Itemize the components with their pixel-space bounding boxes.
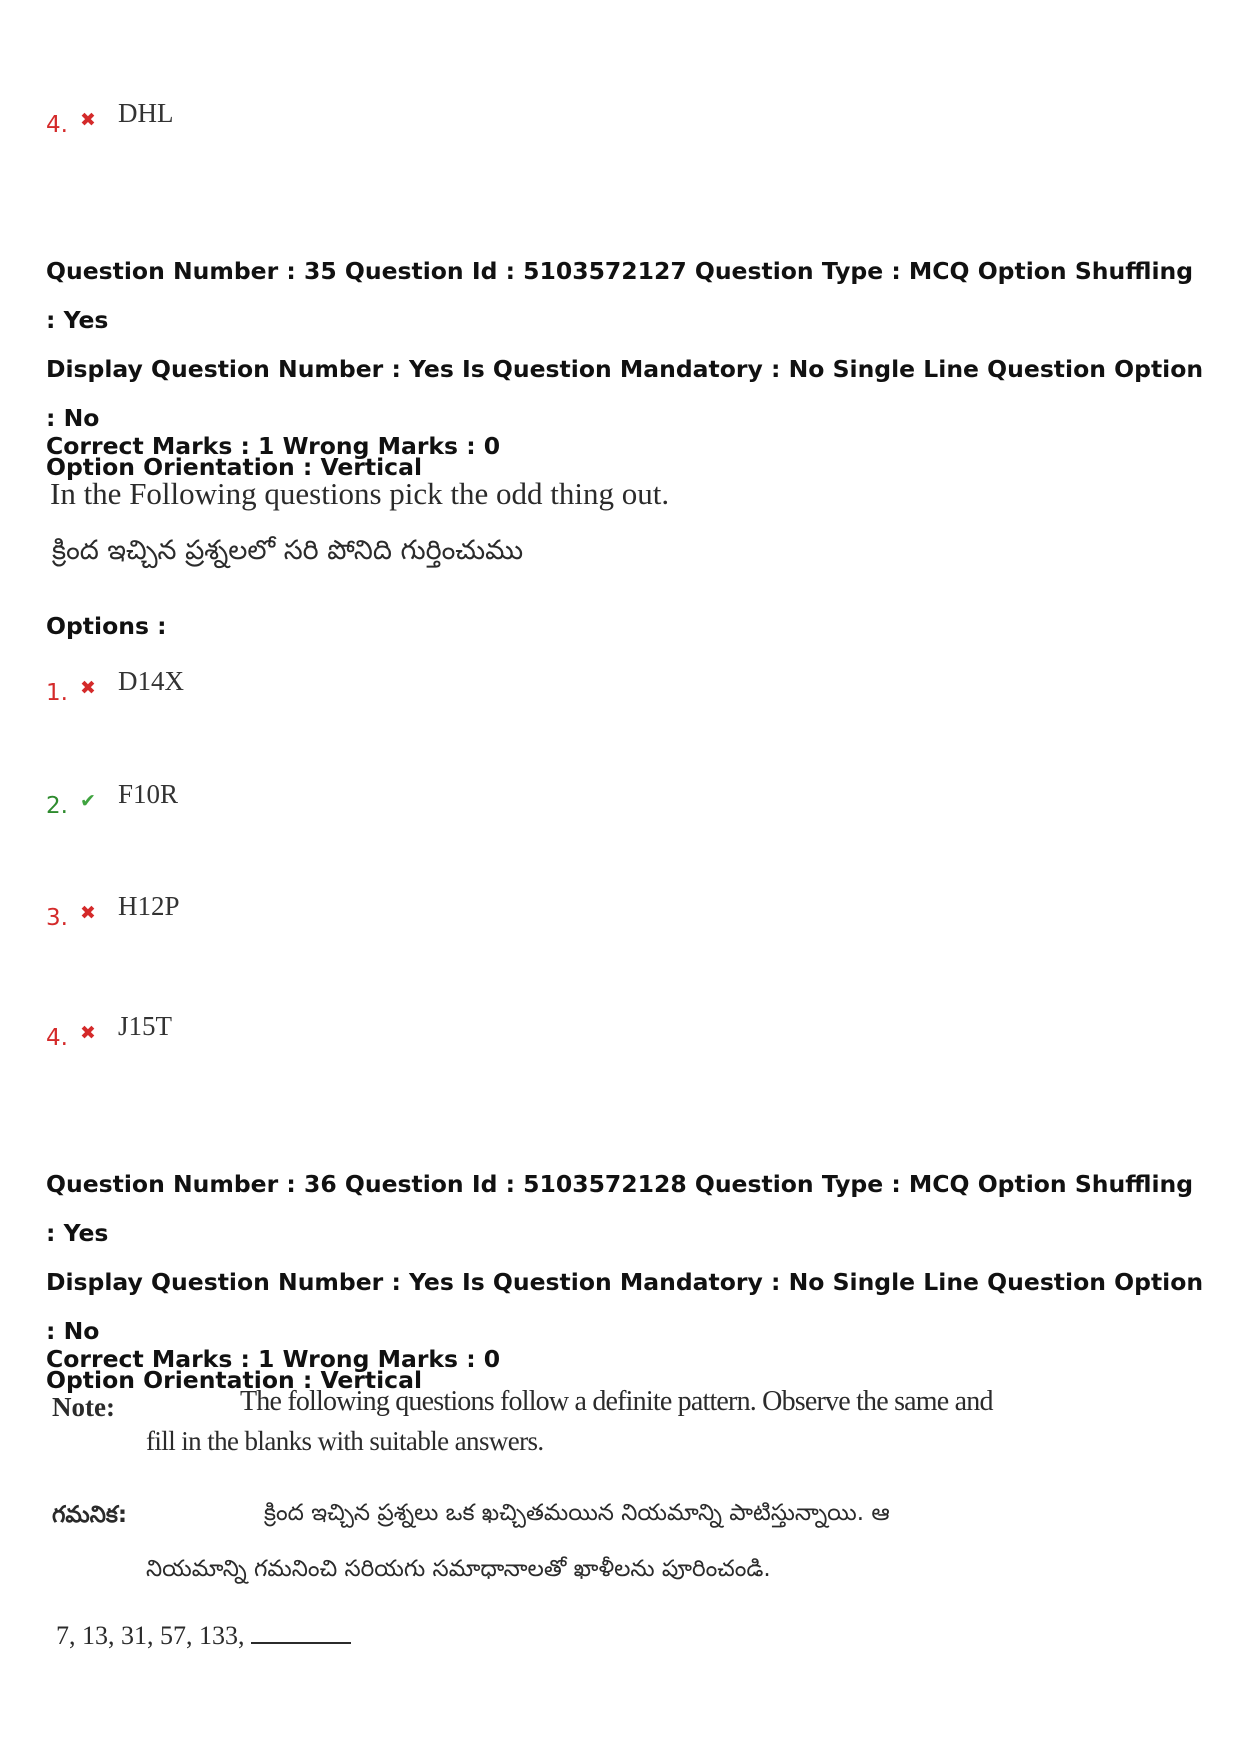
q35-option-1 (46, 666, 184, 706)
check-icon: ✔ (80, 790, 96, 812)
cross-icon: ✖ (80, 677, 96, 699)
q36-note-telugu-line-2: నియమాన్ని గమనించి సరియగు సమాధానాలతో ఖాళీలను పూరించండి. (146, 1556, 771, 1582)
q35-question-telugu: క్రింద ఇచ్చిన ప్రశ్నలలో సరి పోనిది గుర్తించుము (52, 535, 524, 566)
q35-meta-line-2: Display Question Number : Yes Is Question Mandatory : No Single Line Question Option : No (46, 355, 1204, 432)
q36-marks: Correct Marks : 1 Wrong Marks : 0 (46, 1345, 501, 1373)
q36-meta-line-1: Question Number : 36 Question Id : 5103572128 Question Type : MCQ Option Shuffling : Yes (46, 1170, 1194, 1247)
q36-note-telugu-label: గమనిక: (52, 1502, 128, 1528)
option-text: F10R (118, 779, 179, 809)
q35-question-english: In the Following questions pick the odd thing out. (50, 476, 670, 511)
q35-meta-line-3: Option Orientation : Vertical (46, 453, 423, 481)
q36-note-telugu-line-1: క్రింద ఇచ్చిన ప్రశ్నలు ఒక ఖచ్చితమయిన నియమాన్ని పాటిస్తున్నాయి. ఆ (264, 1500, 890, 1526)
q36-note-english-line-1: The following questions follow a definite pattern. Observe the same and (240, 1386, 993, 1417)
answer-blank (251, 1620, 351, 1644)
q36-meta-line-2: Display Question Number : Yes Is Question Mandatory : No Single Line Question Option : No (46, 1268, 1204, 1345)
cross-icon: ✖ (80, 1022, 96, 1044)
cross-icon: ✖ (80, 109, 96, 131)
option-text: DHL (118, 98, 174, 128)
q35-option-2 (46, 779, 179, 819)
option-number: 2. (46, 793, 68, 819)
cross-icon: ✖ (80, 902, 96, 924)
option-number: 4. (46, 1025, 68, 1051)
option-text: D14X (118, 666, 184, 696)
q36-meta-line-3: Option Orientation : Vertical (46, 1366, 423, 1394)
option-number: 1. (46, 680, 68, 706)
option-number: 3. (46, 905, 68, 931)
q35-meta-line-1: Question Number : 35 Question Id : 5103572127 Question Type : MCQ Option Shuffling : Yes (46, 257, 1194, 334)
q36-note-english-line-2: fill in the blanks with suitable answers. (146, 1426, 544, 1456)
q35-marks: Correct Marks : 1 Wrong Marks : 0 (46, 432, 501, 460)
option-text: H12P (118, 891, 180, 921)
option-number: 4. (46, 112, 68, 138)
q36-number-sequence (56, 1620, 351, 1651)
sequence-values: 7, 13, 31, 57, 133, (56, 1621, 245, 1650)
q35-options-label: Options : (46, 612, 167, 640)
q36-note-label: Note: (52, 1392, 115, 1422)
q35-option-3 (46, 891, 180, 931)
q35-option-4 (46, 1011, 172, 1051)
prev-option-4 (46, 98, 174, 138)
option-text: J15T (118, 1011, 172, 1041)
